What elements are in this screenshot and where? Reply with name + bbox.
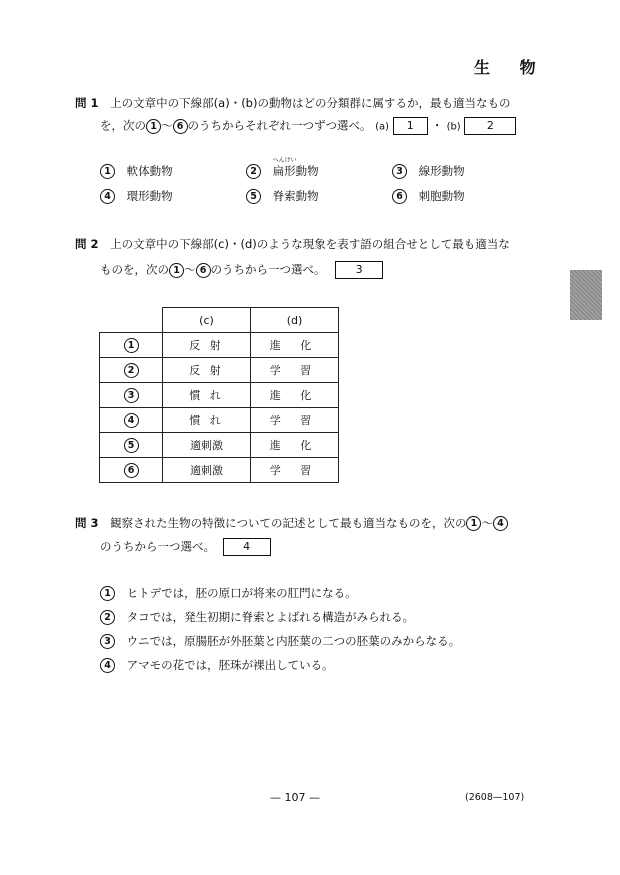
option-text: 線形動物 [418, 164, 465, 178]
option-text: ウニでは，原腸胚が外胚葉と内胚葉の二つの胚葉のみからなる。 [126, 634, 461, 648]
q3-line1 [75, 515, 508, 531]
row-number: 2 [124, 363, 139, 378]
tilde: ～ [184, 262, 196, 277]
q1-line2-post: のうちからそれぞれ一つずつ選べ。 [187, 118, 372, 133]
q3-option-2 [100, 609, 414, 625]
ruby-annotation: へんけい [272, 157, 297, 164]
table-corner [100, 308, 163, 333]
cell-d: 学 習 [251, 458, 339, 483]
cell-d: 進 化 [251, 333, 339, 358]
option-number: 5 [246, 189, 261, 204]
q1-option-1 [100, 163, 173, 179]
range-start-marker: 1 [146, 119, 161, 134]
answer-box-1: 1 [393, 117, 428, 135]
table-row [100, 358, 339, 383]
table-header-d: (d) [251, 308, 339, 333]
q1-a-label: (a) [375, 121, 390, 133]
q1-option-5 [246, 188, 319, 204]
table-row [100, 383, 339, 408]
page-number: — 107 — [270, 791, 320, 804]
q1-b-label: (b) [446, 121, 461, 133]
cell-c: 慣 れ [163, 383, 251, 408]
subject-title: 生 物 [474, 58, 548, 77]
tilde: ～ [161, 118, 173, 133]
q1-option-6 [392, 188, 465, 204]
q1-line2-pre: を，次の [100, 118, 146, 133]
q3-text-line2: のうちから一つ選べ。 [100, 539, 215, 554]
option-text: タコでは，発生初期に脊索とよばれる構造がみられる。 [126, 610, 415, 624]
option-text: 刺胞動物 [418, 189, 465, 203]
option-number: 2 [246, 164, 261, 179]
q3-label: 問 3 [75, 516, 99, 530]
option-text: 軟体動物 [126, 164, 173, 178]
option-number: 4 [100, 189, 115, 204]
tilde: ～ [481, 516, 493, 530]
option-number: 6 [392, 189, 407, 204]
q2-text-line1: 上の文章中の下線部(c)・(d)のような現象を表す語の組合せとして最も適当な [110, 237, 510, 251]
table-row [100, 458, 339, 483]
range-end-marker: 4 [493, 516, 508, 531]
q1-text-line1: 上の文章中の下線部(a)・(b)の動物はどの分類群に属するか，最も適当なもの [110, 96, 511, 110]
option-number: 3 [100, 634, 115, 649]
option-number: 1 [100, 164, 115, 179]
option-number: 3 [392, 164, 407, 179]
table-header-c: (c) [163, 308, 251, 333]
range-start-marker: 1 [466, 516, 481, 531]
option-text: 環形動物 [126, 189, 173, 203]
table-header-row [100, 308, 339, 333]
range-start-marker: 1 [169, 263, 184, 278]
option-text: ヒトデでは，胚の原口が将来の肛門になる。 [126, 586, 357, 600]
answer-box-3: 3 [335, 261, 383, 279]
range-end-marker: 6 [173, 119, 188, 134]
q1-line2 [100, 117, 516, 135]
cell-d: 進 化 [251, 383, 339, 408]
option-text: 脊索動物 [272, 189, 319, 203]
row-number: 5 [124, 438, 139, 453]
option-text: 扁形動物 [272, 164, 319, 178]
cell-d: 学 習 [251, 358, 339, 383]
separator-dot: ・ [431, 118, 443, 133]
row-number: 6 [124, 463, 139, 478]
row-number: 1 [124, 338, 139, 353]
q2-line2 [100, 261, 383, 279]
cell-c: 反 射 [163, 333, 251, 358]
cell-d: 進 化 [251, 433, 339, 458]
q1-label: 問 1 [75, 96, 99, 110]
q1-option-3 [392, 163, 465, 179]
option-text: アマモの花では，胚珠が裸出している。 [126, 658, 334, 672]
q3-option-1 [100, 585, 357, 601]
option-number: 1 [100, 586, 115, 601]
q3-line2 [100, 538, 271, 556]
cell-c: 適刺激 [163, 433, 251, 458]
q2-label: 問 2 [75, 237, 99, 251]
q3-option-4 [100, 657, 334, 673]
answer-box-4: 4 [223, 538, 271, 556]
q2-line1 [75, 236, 510, 252]
q1-option-4 [100, 188, 173, 204]
q2-line2-pre: ものを，次の [100, 262, 169, 277]
answer-combination-table [99, 307, 339, 483]
table-row [100, 408, 339, 433]
cell-c: 反 射 [163, 358, 251, 383]
q3-option-3 [100, 633, 460, 649]
option-number: 4 [100, 658, 115, 673]
exam-code: (2608—107) [465, 792, 525, 803]
range-end-marker: 6 [196, 263, 211, 278]
table-row [100, 433, 339, 458]
option-number: 2 [100, 610, 115, 625]
table-row [100, 333, 339, 358]
q3-text-line1: 観察された生物の特徴についての記述として最も適当なものを，次の [110, 516, 467, 530]
row-number: 3 [124, 388, 139, 403]
q1-option-2 [246, 157, 319, 179]
q1-line1 [75, 95, 510, 111]
cell-c: 慣 れ [163, 408, 251, 433]
row-number: 4 [124, 413, 139, 428]
answer-box-2: 2 [464, 117, 516, 135]
section-tab-marker [570, 270, 602, 320]
q2-line2-post: のうちから一つ選べ。 [210, 262, 326, 277]
cell-c: 適刺激 [163, 458, 251, 483]
cell-d: 学 習 [251, 408, 339, 433]
